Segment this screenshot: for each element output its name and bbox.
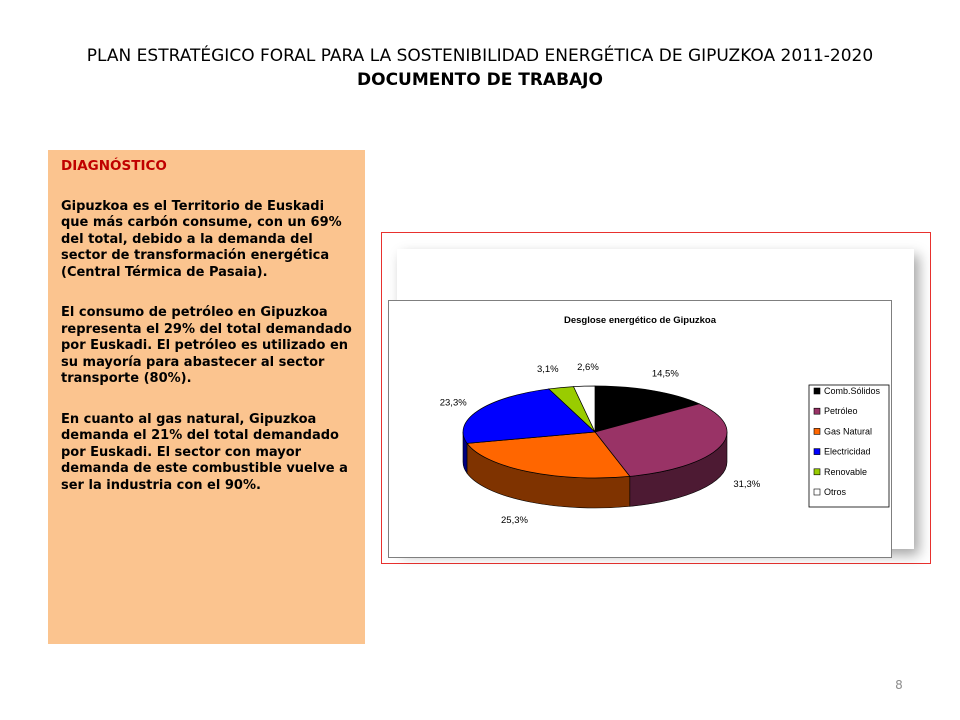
chart-legend	[809, 385, 889, 507]
diagnosis-heading: DIAGNÓSTICO	[61, 158, 167, 174]
legend-label-renovable: Renovable	[824, 466, 868, 477]
page-number: 8	[895, 678, 903, 692]
diagnosis-paragraph-3: En cuanto al gas natural, Gipuzkoa demanda el 21% del total demandado por Euskadi. El sector con mayor demanda de este combustible vuelve a ser la industria con el 90%.	[61, 411, 348, 493]
legend-label-gas-natural: Gas Natural	[824, 426, 873, 437]
legend-swatch-renovable	[814, 469, 820, 475]
diagnosis-paragraph-2: El consumo de petróleo en Gipuzkoa representa el 29% del total demandado por Euskadi. El petróleo es utilizado en su mayoría para abastecer al sector transporte (80%).	[61, 305, 352, 386]
pie-slices	[463, 386, 727, 508]
chart-title: Desglose energético de Gipuzkoa	[563, 315, 717, 326]
legend-label-petr-leo: Petróleo	[824, 406, 858, 417]
value-label-otros: 2,6%	[577, 362, 599, 374]
legend-swatch-otros	[814, 489, 820, 495]
value-label-comb-s-lidos: 14,5%	[651, 368, 679, 380]
legend-label-otros: Otros	[824, 487, 847, 497]
value-label-electricidad: 23,3%	[439, 397, 467, 409]
title-line-1: PLAN ESTRATÉGICO FORAL PARA LA SOSTENIBILIDAD ENERGÉTICA DE GIPUZKOA 2011-2020	[86, 46, 874, 66]
legend-label-comb-s-lidos: Comb.Sólidos	[824, 386, 881, 396]
legend-swatch-comb-s-lidos	[814, 388, 820, 394]
legend-swatch-electricidad	[814, 449, 820, 455]
value-label-petr-leo: 31,3%	[733, 478, 761, 490]
legend-swatch-petr-leo	[814, 408, 820, 414]
diagnosis-paragraph-1: Gipuzkoa es el Territorio de Euskadi que más carbón consume, con un 69% del total, debido a la demanda del sector de transformación energética (Central Térmica de Pasaia).	[61, 198, 342, 280]
value-label-gas-natural: 25,3%	[501, 515, 528, 527]
title-line-2: DOCUMENTO DE TRABAJO	[357, 70, 603, 90]
value-label-renovable: 3,1%	[536, 364, 559, 376]
legend-swatch-gas-natural	[814, 428, 820, 434]
legend-label-electricidad: Electricidad	[824, 446, 871, 457]
